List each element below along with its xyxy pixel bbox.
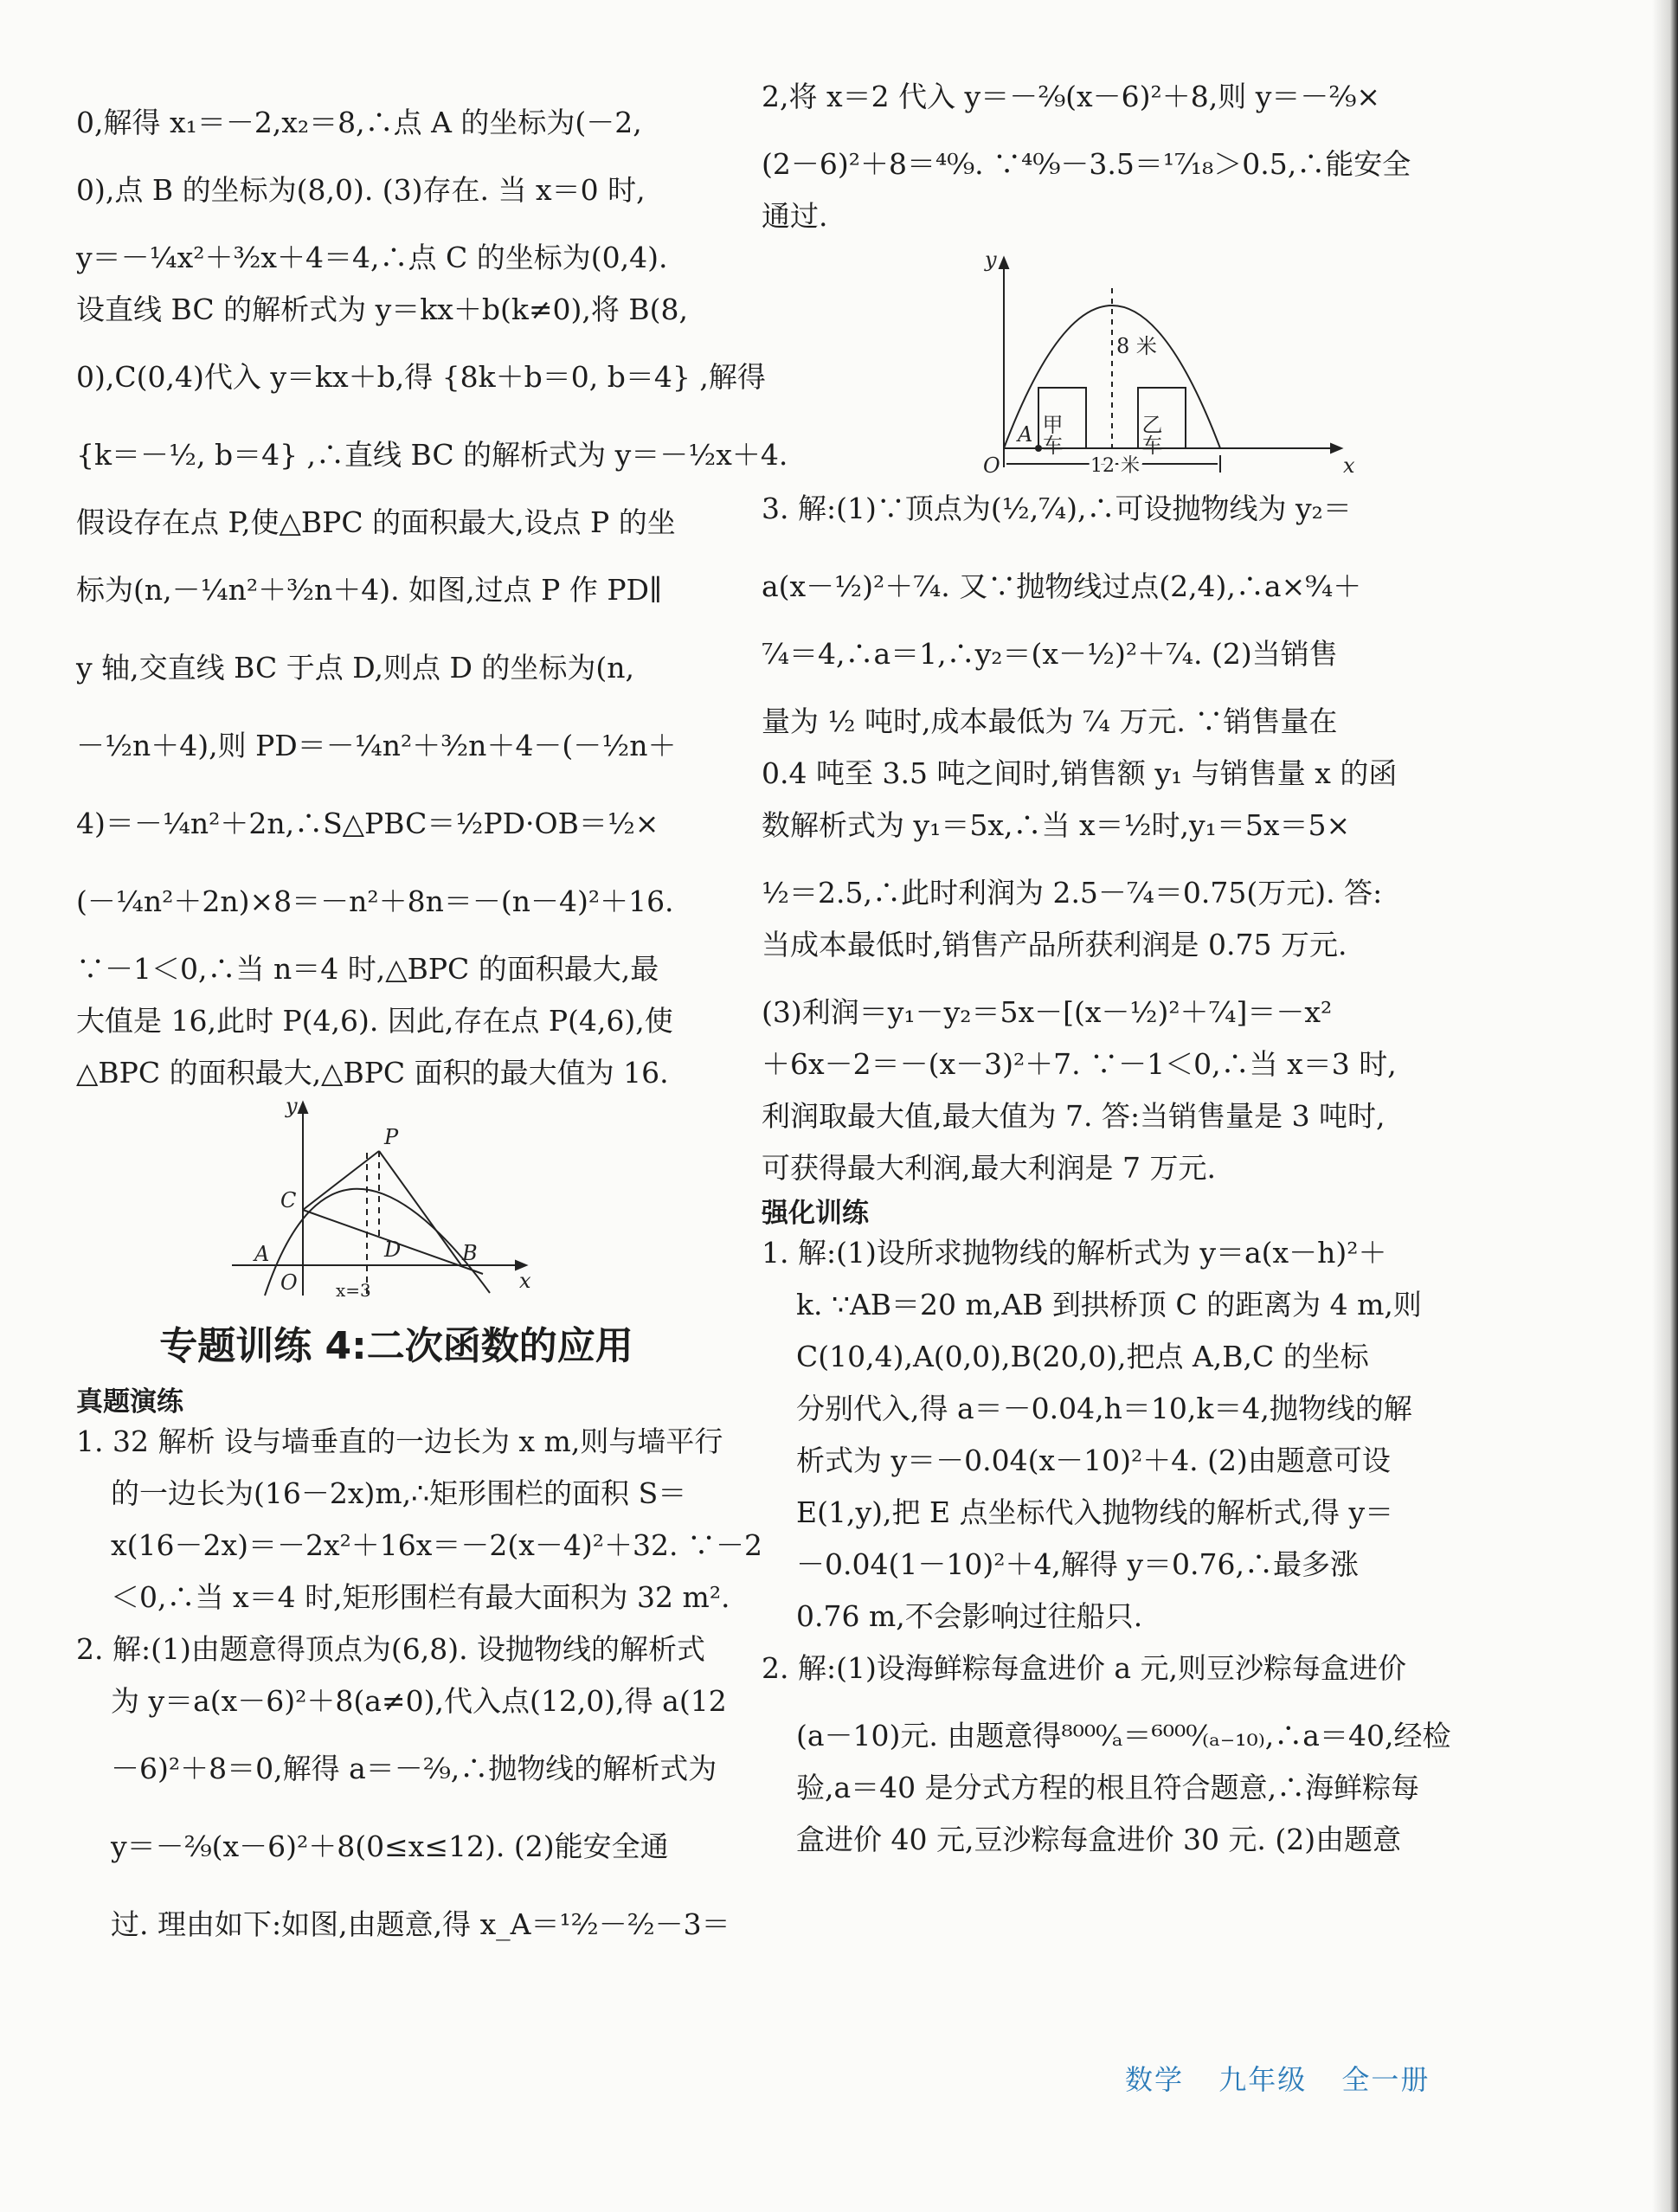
text-line: 2,将 x＝2 代入 y＝－²⁄₉(x－6)²＋8,则 y＝－²⁄₉× [762, 80, 1380, 113]
text-line: C(10,4),A(0,0),B(20,0),把点 A,B,C 的坐标 [796, 1340, 1369, 1373]
text-line: 2. 解:(1)由题意得顶点为(6,8). 设抛物线的解析式 [76, 1632, 706, 1666]
text-line: －½n＋4),则 PD＝－¼n²＋³⁄₂n＋4－(－½n＋ [76, 729, 677, 762]
figure-triangle-bpc [76, 1092, 717, 1300]
text-line: E(1,y),把 E 点坐标代入抛物线的解析式,得 y＝ [796, 1495, 1394, 1529]
label-a: A [1018, 422, 1033, 447]
sub-title-past-exams: 真题演练 [76, 1386, 183, 1418]
text-line: 可获得最大利润,最大利润是 7 万元. [762, 1151, 1216, 1185]
label-height: 8 米 [1116, 334, 1157, 358]
label-y: y [286, 1094, 298, 1118]
section-title: 专题训练 4:二次函数的应用 [159, 1324, 633, 1368]
label-o: O [983, 453, 1000, 478]
text-line: 1. 解:(1)设所求抛物线的解析式为 y＝a(x－h)²＋ [762, 1236, 1387, 1270]
label-b: B [462, 1241, 478, 1265]
label-truck-yi: 乙车 [1138, 414, 1162, 455]
text-line: 0),C(0,4)代入 y＝kx＋b,得 {8k＋b＝0, b＝4} ,解得 [76, 360, 766, 394]
text-line: 盒进价 40 元,豆沙粽每盒进价 30 元. (2)由题意 [796, 1823, 1402, 1856]
text-line: (2－6)²＋8＝⁴⁰⁄₉. ∵⁴⁰⁄₉－3.5＝¹⁷⁄₁₈＞0.5,∴能安全 [762, 147, 1411, 181]
text-line: k. ∵AB＝20 m,AB 到拱桥顶 C 的距离为 4 m,则 [796, 1288, 1422, 1321]
text-line: 数解析式为 y₁＝5x,∴当 x＝½时,y₁＝5x＝5× [762, 808, 1351, 842]
label-truck-jia: 甲车 [1038, 414, 1063, 455]
text-line: {k＝－½, b＝4} ,∴直线 BC 的解析式为 y＝－½x＋4. [76, 438, 788, 472]
x-axis-arrow-icon [1331, 444, 1341, 453]
text-line: ½＝2.5,∴此时利润为 2.5－⁷⁄₄＝0.75(万元). 答: [762, 876, 1383, 910]
text-line: 过. 理由如下:如图,由题意,得 x_A＝¹²⁄₂－²⁄₂－3＝ [111, 1907, 730, 1941]
label-width: 12 米 [1090, 455, 1140, 477]
parabola-curve [265, 1189, 490, 1296]
text-line: 假设存在点 P,使△BPC 的面积最大,设点 P 的坐 [76, 505, 676, 539]
text-line: y 轴,交直线 BC 于点 D,则点 D 的坐标为(n, [76, 651, 635, 685]
text-line: 通过. [762, 199, 828, 233]
solution-3 [762, 490, 1441, 1187]
text-line: ＋6x－2＝－(x－3)²＋7. ∵－1＜0,∴当 x＝3 时, [762, 1047, 1397, 1081]
y-axis-arrow-icon [299, 1103, 307, 1113]
sub-title-reinforcement: 强化训练 [762, 1198, 869, 1229]
label-p: P [384, 1125, 399, 1149]
text-line: 析式为 y＝－0.04(x－10)²＋4. (2)由题意可设 [796, 1444, 1391, 1477]
label-x3: x=3 [336, 1280, 371, 1301]
text-line: 0,解得 x₁＝－2,x₂＝8,∴点 A 的坐标为(－2, [76, 106, 642, 139]
footer-grade: 九年级 [1218, 2063, 1308, 2096]
text-line: 为 y＝a(x－6)²＋8(a≠0),代入点(12,0),得 a(12 [111, 1684, 727, 1718]
text-line: x(16－2x)＝－2x²＋16x＝－2(x－4)²＋32. ∵－2 [111, 1528, 762, 1562]
text-line: 1. 32 解析 设与墙垂直的一边长为 x m,则与墙平行 [76, 1424, 723, 1458]
left-column [76, 104, 788, 1944]
text-line: 0),点 B 的坐标为(8,0). (3)存在. 当 x＝0 时, [76, 173, 646, 207]
text-line: △BPC 的面积最大,△BPC 面积的最大值为 16. [76, 1056, 669, 1090]
text-line: 当成本最低时,销售产品所获利润是 0.75 万元. [762, 928, 1347, 961]
label-o: O [280, 1270, 298, 1295]
text-line: －6)²＋8＝0,解得 a＝－²⁄₉,∴抛物线的解析式为 [111, 1752, 717, 1785]
text-line: (3)利润＝y₁－y₂＝5x－[(x－½)²＋⁷⁄₄]＝－x² [762, 995, 1333, 1029]
label-a: A [254, 1242, 270, 1266]
text-line: 4)＝－¼n²＋2n,∴S△PBC＝½PD·OB＝½× [76, 807, 659, 840]
text-line: 大值是 16,此时 P(4,6). 因此,存在点 P(4,6),使 [76, 1004, 673, 1038]
text-line: 量为 ½ 吨时,成本最低为 ⁷⁄₄ 万元. ∵销售量在 [762, 704, 1338, 738]
text-line: 0.4 吨至 3.5 吨之间时,销售额 y₁ 与销售量 x 的函 [762, 756, 1398, 790]
y-axis-arrow-icon [1000, 258, 1008, 268]
label-y: y [985, 248, 997, 272]
figure-bridge-trucks [762, 241, 1441, 483]
text-line: 0.76 m,不会影响过往船只. [796, 1599, 1143, 1633]
text-line: 的一边长为(16－2x)m,∴矩形围栏的面积 S＝ [111, 1476, 687, 1510]
text-line: 标为(n,－¼n²＋³⁄₂n＋4). 如图,过点 P 作 PD∥ [76, 573, 663, 607]
text-line: 利润取最大值,最大值为 7. 答:当销售量是 3 吨时, [762, 1099, 1385, 1133]
label-x: x [519, 1269, 531, 1293]
footer-subject: 数学 [1125, 2063, 1185, 2096]
text-line: (－¼n²＋2n)×8＝－n²＋8n＝－(n－4)²＋16. [76, 884, 674, 918]
footer-volume: 全一册 [1341, 2063, 1430, 2096]
text-line: 2. 解:(1)设海鲜粽每盒进价 a 元,则豆沙粽每盒进价 [762, 1651, 1406, 1685]
text-line: ∵－1＜0,∴当 n＝4 时,△BPC 的面积最大,最 [76, 952, 659, 986]
text-line: 设直线 BC 的解析式为 y＝kx＋b(k≠0),将 B(8, [76, 293, 688, 326]
text-line: －0.04(1－10)²＋4,解得 y＝0.76,∴最多涨 [796, 1547, 1360, 1581]
text-line: 验,a＝40 是分式方程的根且符合题意,∴海鲜粽每 [796, 1771, 1420, 1804]
reinforcement-answers [762, 1234, 1451, 1859]
text-line: y＝－²⁄₉(x－6)²＋8(0≤x≤12). (2)能安全通 [111, 1829, 669, 1863]
text-line: a(x－½)²＋⁷⁄₄. 又∵抛物线过点(2,4),∴a×⁹⁄₄＋ [762, 569, 1362, 603]
label-c: C [280, 1188, 297, 1212]
solution-continued [76, 104, 788, 1092]
label-d: D [384, 1238, 402, 1262]
text-line: ⁷⁄₄＝4,∴a＝1,∴y₂＝(x－½)²＋⁷⁄₄. (2)当销售 [762, 637, 1338, 671]
text-line: (a－10)元. 由题意得⁸⁰⁰⁰⁄ₐ＝⁶⁰⁰⁰⁄₍ₐ₋₁₀₎,∴a＝40,经检 [796, 1719, 1451, 1752]
past-exam-answers [76, 1423, 762, 1944]
page-edge-shadow [1652, 0, 1678, 2212]
right-column [762, 78, 1451, 1859]
solution-2-continued [762, 78, 1441, 235]
text-line: ＜0,∴当 x＝4 时,矩形围栏有最大面积为 32 m². [111, 1580, 730, 1614]
text-line: y＝－¼x²＋³⁄₂x＋4＝4,∴点 C 的坐标为(0,4). [76, 241, 668, 274]
text-line: 3. 解:(1)∵顶点为(½,⁷⁄₄),∴可设抛物线为 y₂＝ [762, 492, 1352, 525]
label-x: x [1343, 453, 1355, 478]
page-footer [1125, 2058, 1454, 2098]
text-line: 分别代入,得 a＝－0.04,h＝10,k＝4,抛物线的解 [796, 1392, 1412, 1425]
